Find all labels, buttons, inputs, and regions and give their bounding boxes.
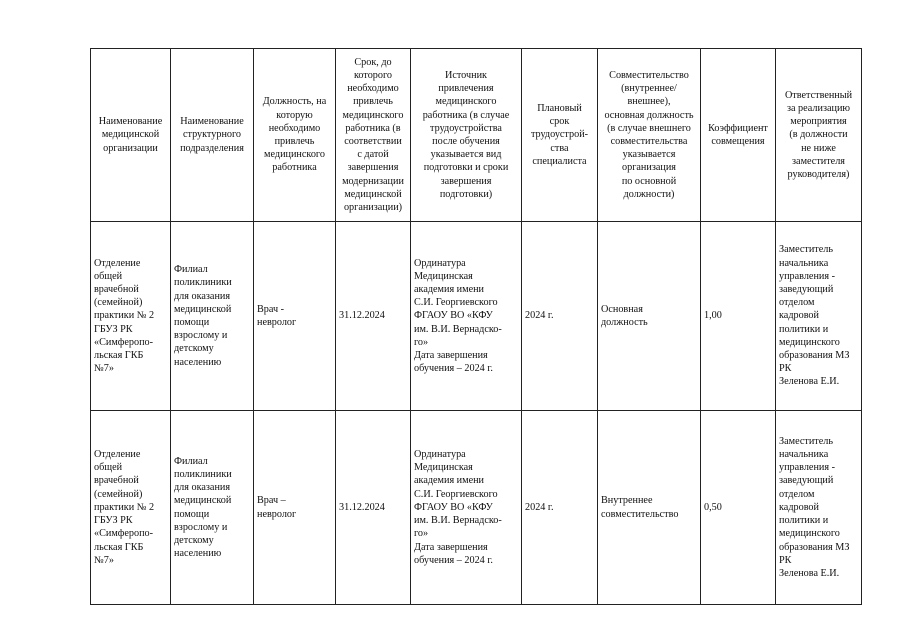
cell-planned-date: 2024 г.: [522, 222, 598, 411]
cell-subdivision: Филиал поликлиники для оказания медицинской помощи взрослому и детскому населению: [171, 411, 254, 605]
cell-coefficient: 0,50: [701, 411, 776, 605]
header-combination: Совместительство (внутреннее/ внешнее), основная должность (в случае внешнего совместительства указывается организация по основной должности): [598, 49, 701, 222]
staffing-table: [90, 48, 862, 605]
header-source: Источник привлечения медицинского работника (в случае трудоустройства после обучения указывается вид подготовки и сроки завершения подготовки): [411, 49, 522, 222]
cell-planned-date: 2024 г.: [522, 411, 598, 605]
cell-subdivision: Филиал поликлиники для оказания медицинской помощи взрослому и детскому населению: [171, 222, 254, 411]
header-responsible: Ответственный за реализацию мероприятия (в должности не ниже заместителя руководителя): [776, 49, 862, 222]
cell-position: Врач – невролог: [254, 411, 336, 605]
cell-combination: Основная должность: [598, 222, 701, 411]
header-organization: Наименование медицинской организации: [91, 49, 171, 222]
cell-deadline: 31.12.2024: [336, 222, 411, 411]
cell-responsible: Заместитель начальника управления - заведующий отделом кадровой политики и медицинского образования МЗ РК Зеленова Е.И.: [776, 222, 862, 411]
cell-position: Врач - невролог: [254, 222, 336, 411]
header-deadline: Срок, до которого необходимо привлечь медицинского работника (в соответствии с датой завершения модернизации медицинской организации): [336, 49, 411, 222]
cell-responsible: Заместитель начальника управления - заведующий отделом кадровой политики и медицинского образования МЗ РК Зеленова Е.И.: [776, 411, 862, 605]
table-row: [91, 411, 862, 605]
cell-deadline: 31.12.2024: [336, 411, 411, 605]
header-planned-date: Плановый срок трудоустрой- ства специалиста: [522, 49, 598, 222]
cell-organization: Отделение общей врачебной (семейной) практики № 2 ГБУЗ РК «Симферопо- льская ГКБ №7»: [91, 411, 171, 605]
header-position: Должность, на которую необходимо привлечь медицинского работника: [254, 49, 336, 222]
cell-source: Ординатура Медицинская академия имени С.И. Георгиевского ФГАОУ ВО «КФУ им. В.И. Вернадско- го» Дата завершения обучения – 2024 г.: [411, 222, 522, 411]
header-coefficient: Коэффициент совмещения: [701, 49, 776, 222]
cell-coefficient: 1,00: [701, 222, 776, 411]
table-row: [91, 222, 862, 411]
header-subdivision: Наименование структурного подразделения: [171, 49, 254, 222]
table-header-row: [91, 49, 862, 222]
cell-source: Ординатура Медицинская академия имени С.И. Георгиевского ФГАОУ ВО «КФУ им. В.И. Вернадско- го» Дата завершения обучения – 2024 г.: [411, 411, 522, 605]
cell-combination: Внутреннее совместительство: [598, 411, 701, 605]
cell-organization: Отделение общей врачебной (семейной) практики № 2 ГБУЗ РК «Симферопо- льская ГКБ №7»: [91, 222, 171, 411]
